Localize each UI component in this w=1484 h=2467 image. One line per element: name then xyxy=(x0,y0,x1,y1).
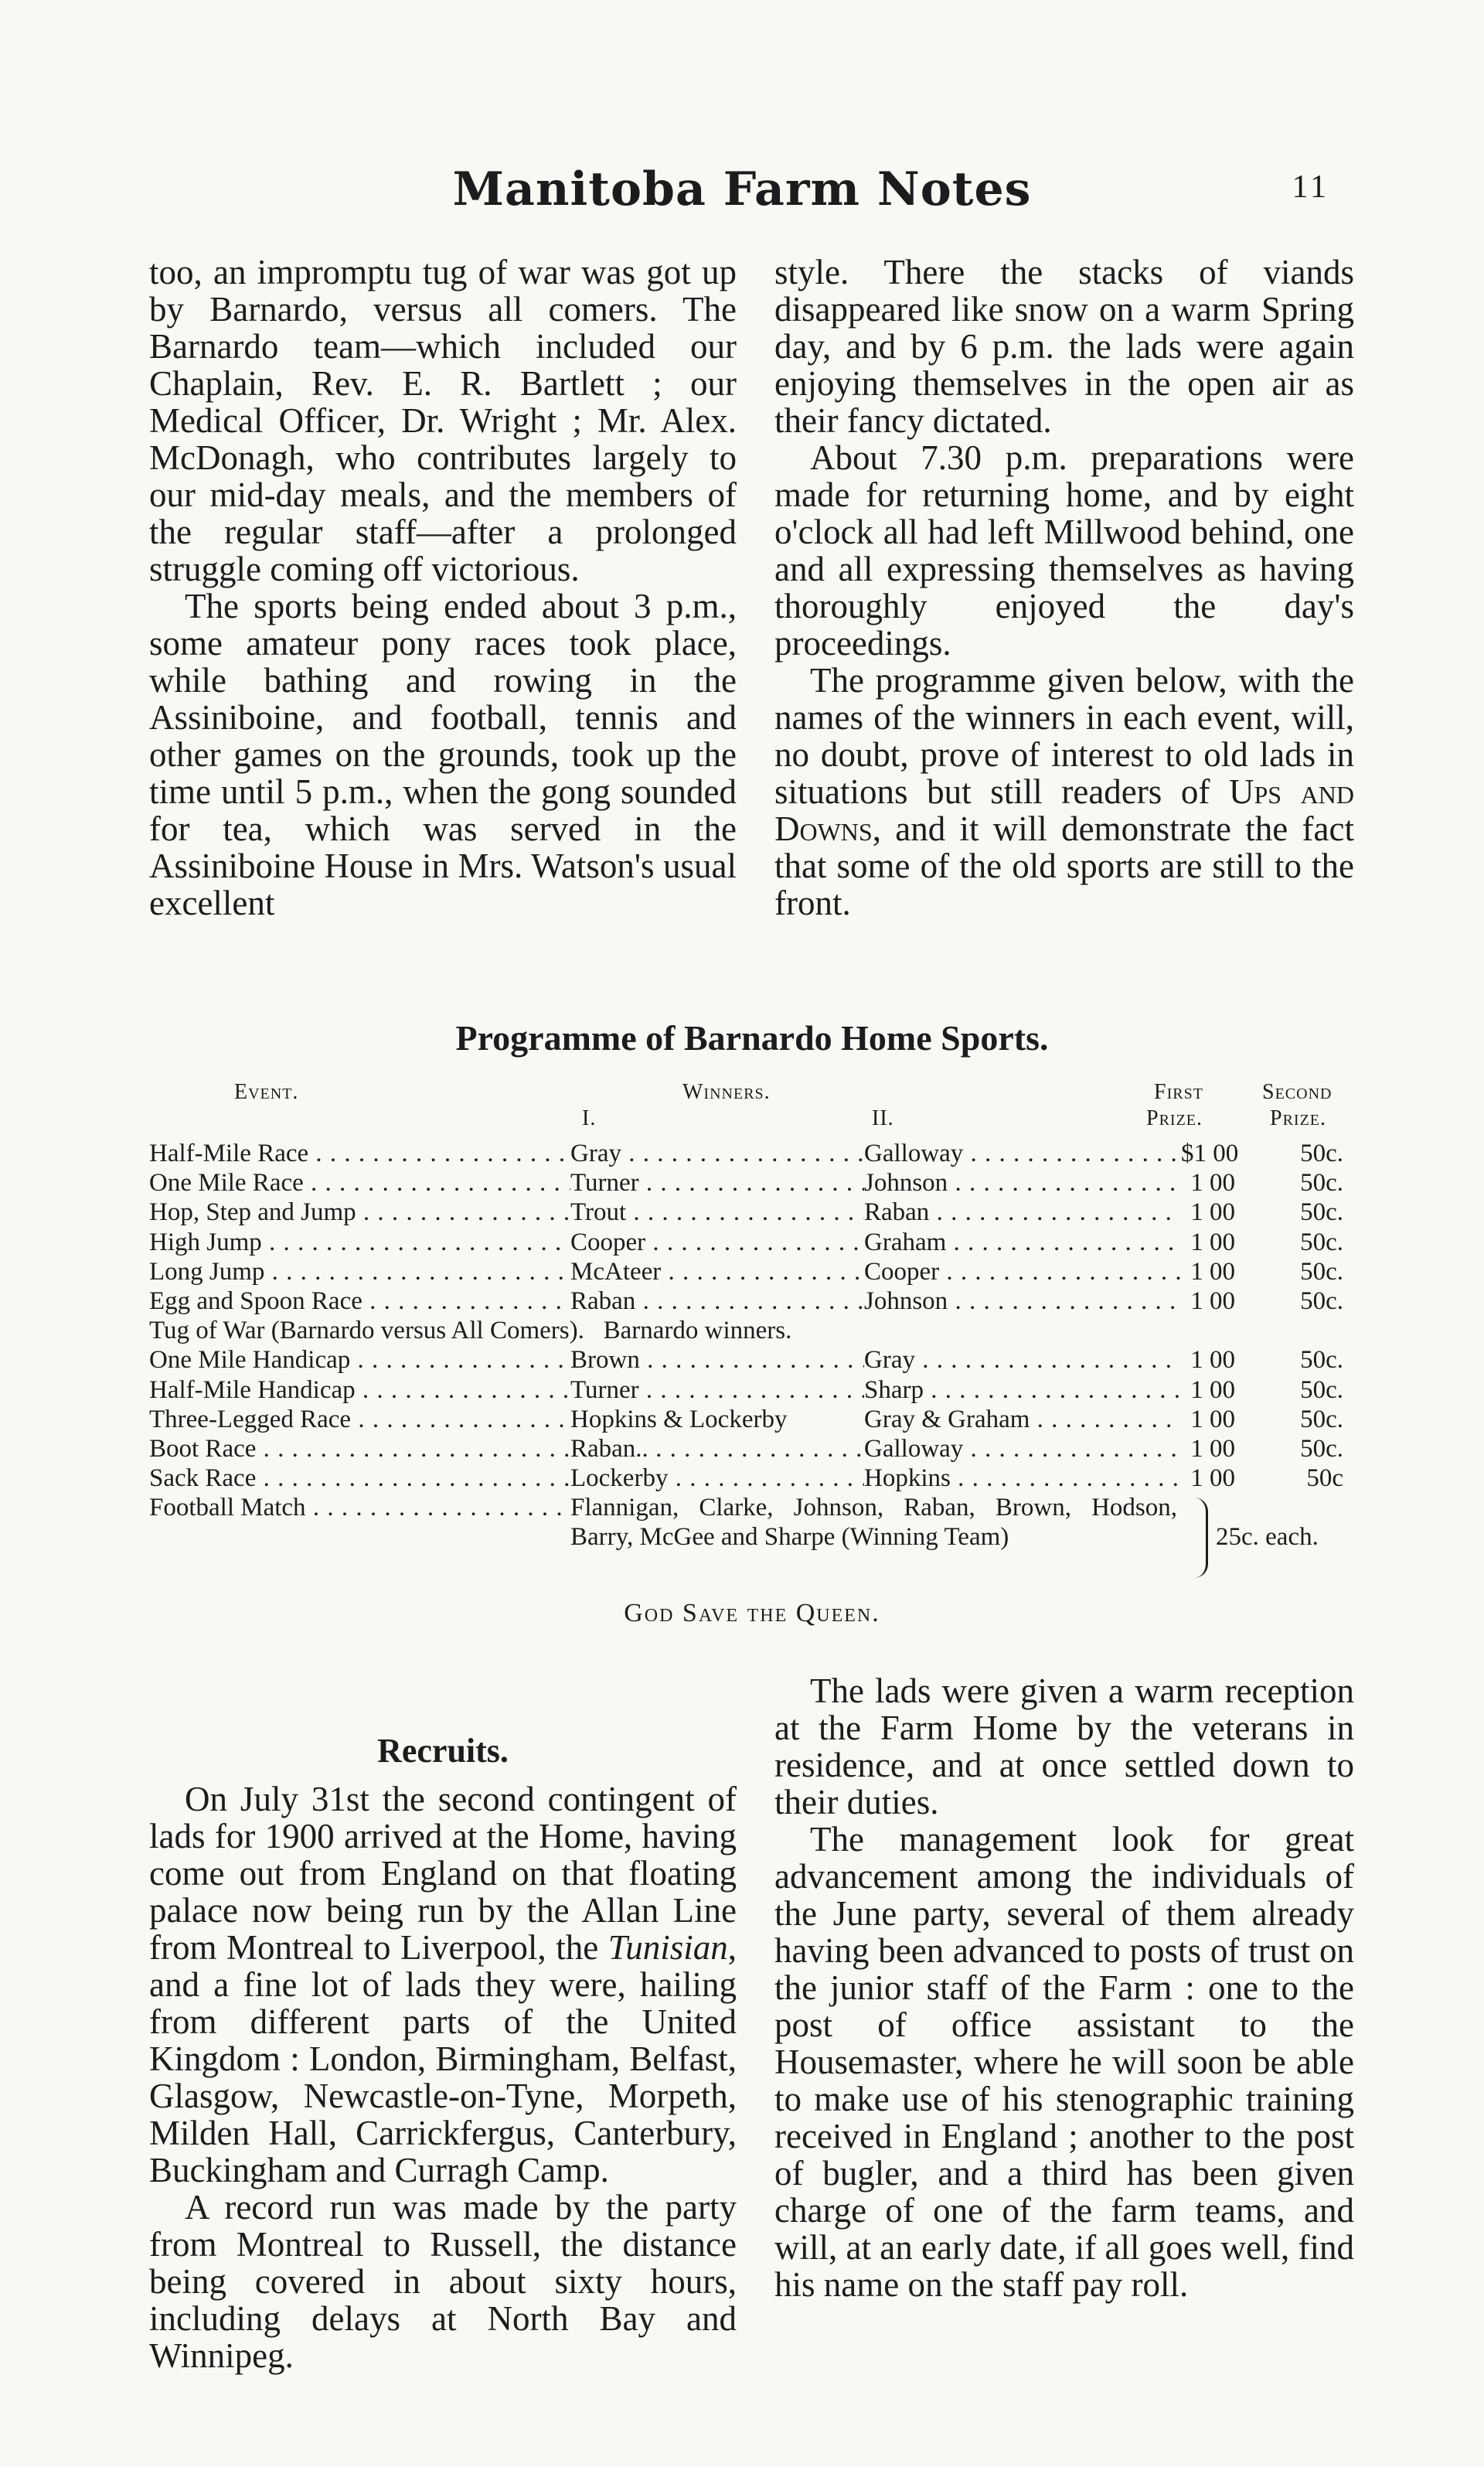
table-row xyxy=(149,1375,1355,1405)
paragraph: too, an impromptu tug of war was got up by Barnardo, versus all comers. The Barnardo team—which included our Chaplain, Rev. E. R. Bartlett ; our Medical Officer, Dr. Wright ; Mr. Alex. McDonagh, who contributes largely to our mid-day meals, and the members of the regular staff—after a prolonged struggle coming off victorious. xyxy=(149,253,737,588)
second-winner: Galloway . . . xyxy=(864,1139,1181,1168)
second-prize: 50c xyxy=(1306,1464,1343,1493)
first-winner: Trout . . . xyxy=(570,1198,864,1227)
second-prize: 50c. xyxy=(1300,1169,1343,1198)
paragraph: The management look for great advancement among the individuals of the June party, several of them already having been advanced to posts of trust on the junior staff of the Farm : one to the post of office assistant to the Housemaster, where he will soon be able to make use of his stenographic training received in England ; another to the post of bugler, and a third has been given charge of one of the farm teams, and will, at an early date, if all goes well, find his name on the staff pay roll. xyxy=(774,1820,1354,2304)
first-winner: Raban.. . . . xyxy=(570,1434,864,1464)
page-header xyxy=(0,162,1484,232)
programme-header xyxy=(149,1080,1355,1139)
event-name: Half-Mile Race . . . xyxy=(149,1139,570,1168)
table-row xyxy=(149,1257,1355,1286)
second-winner: Raban . . . xyxy=(864,1198,1181,1227)
paragraph-text: , and it will demonstrate the fact that some of the old sports are still to the front. xyxy=(774,809,1354,922)
football-prize: 25c. each. xyxy=(1216,1523,1319,1552)
event-name: Three-Legged Race . . . xyxy=(149,1405,570,1434)
first-prize: 1 00 xyxy=(1190,1286,1235,1315)
table-row xyxy=(149,1464,1355,1493)
table-row xyxy=(149,1228,1355,1257)
paragraph: The lads were given a warm reception at the Farm Home by the veterans in residence, and at once settled down to their duties. xyxy=(774,1671,1354,1821)
recruits-right-column xyxy=(774,1672,1354,2303)
first-winner: Raban . . . xyxy=(570,1286,864,1316)
event-name: Football Match . . . xyxy=(149,1493,570,1522)
second-prize: 50c. xyxy=(1300,1434,1343,1463)
magazine-title: Ups and Downs xyxy=(774,772,1354,848)
second-prize: 50c. xyxy=(1300,1140,1343,1167)
second-prize: 50c. xyxy=(1300,1257,1343,1286)
sports-programme xyxy=(149,1015,1355,1628)
paragraph xyxy=(149,1780,737,2189)
right-brace xyxy=(1189,1498,1208,1578)
event-name: Half-Mile Handicap . . . xyxy=(149,1375,570,1405)
paragraph-text: The programme given below, with the names of the winners in each event, will, no doubt, prove of interest to old lads in situations but still readers of xyxy=(774,661,1354,811)
first-prize: 1 00 xyxy=(1190,1198,1235,1227)
second-prize: 50c. xyxy=(1300,1375,1343,1404)
first-winner: Turner . . . xyxy=(570,1168,864,1198)
paragraph-text: On July 31st the second contingent of lads for 1900 arrived at the Home, having come out from England on that floating palace now being run by the Allan Line from Montreal to Liverpool, the xyxy=(149,1780,737,1967)
recruits-left-column xyxy=(149,1728,737,2374)
table-row xyxy=(149,1168,1355,1198)
first-prize: 1 00 xyxy=(1190,1346,1235,1375)
header-second-prize: Second xyxy=(1262,1080,1333,1104)
header-winners: Winners. xyxy=(682,1080,771,1104)
event-name: Sack Race . . . xyxy=(149,1464,570,1493)
first-winner: Gray . . . xyxy=(570,1139,864,1168)
first-winner: McAteer . . . xyxy=(570,1257,864,1286)
second-winner: Johnson . . . xyxy=(864,1168,1181,1198)
first-prize: 1 00 xyxy=(1190,1375,1235,1404)
first-prize: 1 00 xyxy=(1190,1169,1235,1198)
paragraph-text: , and a fine lot of lads they were, hailing from different parts of the United Kingdom : London, Birmingham, Belfast, Glasgow, Newcastle-on-Tyne, Morpeth, Milden Hall, Carrickfergus, Canterbury, Buckingham and Curragh Camp. xyxy=(149,1928,737,2189)
top-left-column xyxy=(149,254,737,922)
closing-line: God Save the Queen. xyxy=(624,1599,880,1628)
first-prize: 1 00 xyxy=(1190,1434,1235,1463)
second-winner: Graham . . . xyxy=(864,1228,1181,1257)
tug-of-war-row xyxy=(149,1316,1355,1345)
second-winner: Sharp . . . xyxy=(864,1375,1181,1405)
second-winner: Hopkins . . . xyxy=(864,1464,1181,1493)
header-event: Event. xyxy=(234,1080,299,1104)
header-first-prize: First xyxy=(1154,1080,1203,1104)
event-name: Hop, Step and Jump . . . xyxy=(149,1198,570,1227)
first-winner: Lockerby . . . xyxy=(570,1464,864,1493)
event-result: Barnardo winners. xyxy=(603,1317,792,1345)
table-row xyxy=(149,1345,1355,1375)
second-prize: 50c. xyxy=(1300,1286,1343,1315)
second-prize: 50c. xyxy=(1300,1346,1343,1375)
table-row xyxy=(149,1286,1355,1316)
football-row xyxy=(149,1493,1355,1582)
first-prize: 1 00 xyxy=(1190,1405,1235,1433)
header-first-place: I. xyxy=(582,1106,597,1130)
running-title: Manitoba Farm Notes xyxy=(452,162,1032,216)
second-winner: Cooper . . . xyxy=(864,1257,1181,1286)
programme-rows xyxy=(149,1139,1355,1493)
second-winner: Galloway . . . xyxy=(864,1434,1181,1464)
first-winner: Hopkins & Lockerby xyxy=(570,1405,788,1433)
table-row xyxy=(149,1139,1355,1168)
page-number: 11 xyxy=(1292,169,1329,205)
paragraph: A record run was made by the party from Montreal to Russell, the distance being covered in about sixty hours, including delays at North Bay and Winnipeg. xyxy=(149,2188,737,2375)
second-winner: Gray & Graham . . . xyxy=(864,1405,1181,1434)
first-prize: 1 00 xyxy=(1190,1257,1235,1286)
event-name: One Mile Handicap . . . xyxy=(149,1345,570,1375)
programme-title: Programme of Barnardo Home Sports. xyxy=(455,1018,1049,1058)
table-row xyxy=(149,1434,1355,1464)
header-second-prize: Prize. xyxy=(1270,1106,1327,1130)
table-row xyxy=(149,1198,1355,1227)
paragraph: About 7.30 p.m. preparations were made for returning home, and by eight o'clock all had left Millwood behind, one and all expressing themselves as having thoroughly enjoyed the day's proceedings. xyxy=(774,438,1354,663)
event-name: Boot Race . . . xyxy=(149,1434,570,1464)
second-prize: 50c. xyxy=(1300,1405,1343,1433)
first-winner: Cooper . . . xyxy=(570,1228,864,1257)
table-row xyxy=(149,1405,1355,1434)
event-name: Long Jump . . . xyxy=(149,1257,570,1286)
ship-name: Tunisian xyxy=(608,1928,728,1967)
event-name: Tug of War (Barnardo versus All Comers). xyxy=(149,1317,584,1345)
second-winner: Johnson . . . xyxy=(864,1286,1181,1316)
first-prize: $1 00 xyxy=(1181,1140,1239,1167)
section-title: Recruits. xyxy=(377,1732,509,1770)
paragraph: style. There the stacks of viands disappeared like snow on a warm Spring day, and by 6 p.m. the lads were again enjoying themselves in the open air as their fancy dictated. xyxy=(774,253,1354,440)
second-winner: Gray . . . xyxy=(864,1345,1181,1375)
event-name: Egg and Spoon Race . . . xyxy=(149,1286,570,1316)
paragraph xyxy=(774,662,1354,922)
second-prize: 50c. xyxy=(1300,1198,1343,1227)
football-team: Flannigan, Clarke, Johnson, Raban, Brown, Hodson, Barry, McGee and Sharpe (Winning Team) xyxy=(570,1494,1177,1552)
second-prize: 50c. xyxy=(1300,1228,1343,1256)
event-name: High Jump . . . xyxy=(149,1228,570,1257)
top-right-column xyxy=(774,254,1354,922)
first-prize: 1 00 xyxy=(1190,1464,1235,1493)
first-prize: 1 00 xyxy=(1190,1228,1235,1256)
header-first-prize: Prize. xyxy=(1146,1106,1203,1130)
event-name: One Mile Race . . . xyxy=(149,1168,570,1198)
first-winner: Turner . . . xyxy=(570,1375,864,1405)
paragraph: The sports being ended about 3 p.m., some amateur pony races took place, while bathing and rowing in the Assiniboine, and football, tennis and other games on the grounds, took up the time until 5 p.m., when the gong sounded for tea, which was served in the Assiniboine House in Mrs. Watson's usual excellent xyxy=(149,587,737,922)
header-second-place: II. xyxy=(872,1106,894,1130)
first-winner: Brown . . . xyxy=(570,1345,864,1375)
